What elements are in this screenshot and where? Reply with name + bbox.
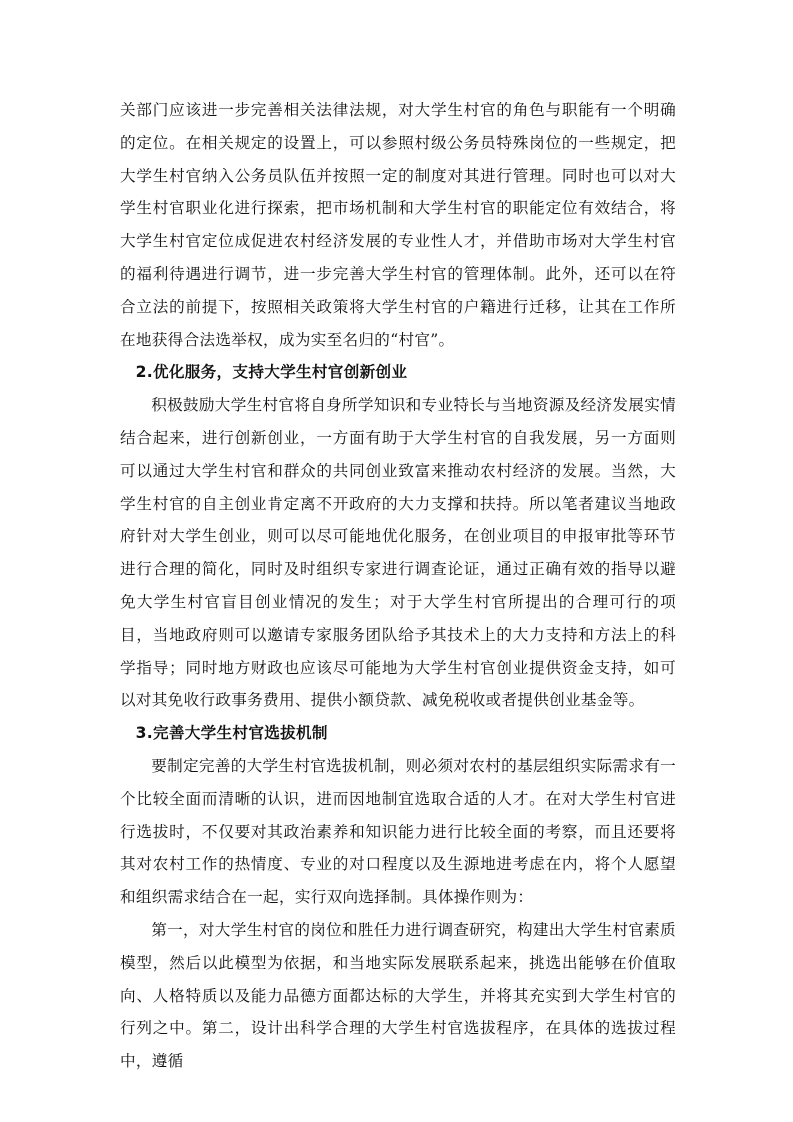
paragraph-entrepreneurship-support: 积极鼓励大学生村官将自身所学知识和专业特长与当地资源及经济发展实情结合起来，进行创新创业，一方面有助于大学生村官的自我发展，另一方面则可以通过大学生村官和群众的共同创业致富来推动农村经济的发展。当然，大学生村官的自主创业肯定离不开政府的大力支撑和扶持。所以笔者建议当地政府针对大学生创业，则可以尽可能地优化服务，在创业项目的申报审批等环节进行合理的简化，同时及时组织专家进行调查论证，通过正确有效的指导以避免大学生村官盲目创业情况的发生；对于大学生村官所提出的合理可行的项目，当地政府则可以邀请专家服务团队给予其技术上的大力支持和方法上的科学指导；同时地方财政也应该尽可能地为大学生村官创业提供资金支持，如可以对其免收行政事务费用、提供小额贷款、减免税收或者提供创业基金等。 xyxy=(120,396,676,710)
paragraph-selection-requirements: 要制定完善的大学生村官选拔机制，则必须对农村的基层组织实际需求有一个比较全面而清晰的认识，进而因地制宜选取合适的人才。在对大学生村官进行选拔时，不仅要对其政治素养和知识能力进行比较全面的考察，而且还要将其对农村工作的热情度、专业的对口程度以及生源地进考虑在内，将个人愿望和组织需求结合在一起，实行双向选择制。具体操作则为： xyxy=(120,756,676,907)
paragraph-legal-framework: 关部门应该进一步完善相关法律法规，对大学生村官的角色与职能有一个明确的定位。在相关规定的设置上，可以参照村级公务员特殊岗位的一些规定，把大学生村官纳入公务员队伍并按照一定的制度对其进行管理。同时也可以对大学生村官职业化进行探索，把市场机制和大学生村官的职能定位有效结合，将大学生村官定位成促进农村经济发展的专业性人才，并借助市场对大学生村官的福利待遇进行调节，进一步完善大学生村官的管理体制。此外，还可以在符合立法的前提下，按照相关政策将大学生村官的户籍进行迁移，让其在工作所在地获得合法选举权，成为实至名归的“村官”。 xyxy=(120,101,676,349)
document-body xyxy=(120,94,676,1078)
section-heading-optimize-services: 2.优化服务，支持大学生村官创新创业 xyxy=(135,363,408,382)
paragraph-selection-steps: 第一，对大学生村官的岗位和胜任力进行调查研究，构建出大学生村官素质模型，然后以此模型为依据，和当地实际发展联系起来，挑选出能够在价值取向、人格特质以及能力品德方面都达标的大学生，并将其充实到大学生村官的行列之中。第二，设计出科学合理的大学生村官选拔程序，在具体的选拔过程中，遵循 xyxy=(120,920,676,1071)
section-heading-selection-mechanism: 3.完善大学生村官选拔机制 xyxy=(135,724,328,743)
